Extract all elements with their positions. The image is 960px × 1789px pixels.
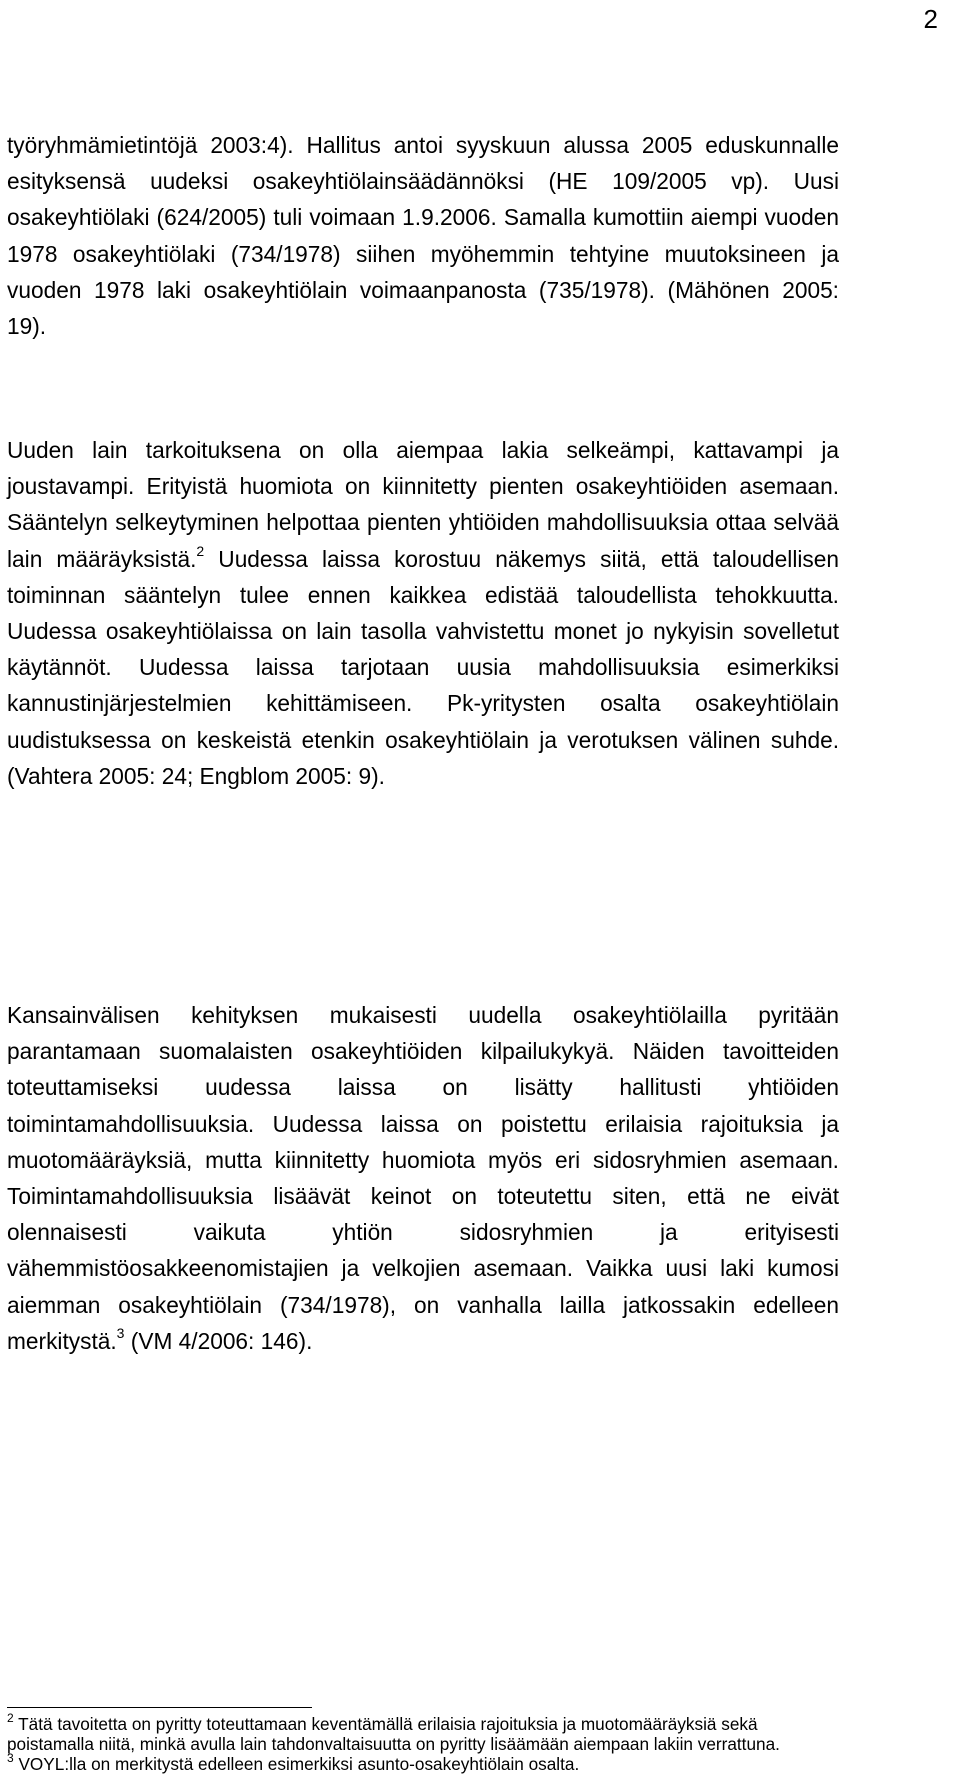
footnote-2-number: 2 <box>7 1711 14 1726</box>
paragraph-1-text: työryhmämietintöjä 2003:4). Hallitus antoi syyskuun alussa 2005 eduskunnalle esityksensä uudeksi osakeyhtiölainsäädännöksi (HE 109/2005 vp). Uusi osakeyhtiölaki (624/2005) tuli voimaan 1.9.2006. Samalla kumottiin aiempi vuoden 1978 osakeyhtiölaki (734/1978) siihen myöhemmin tehtyine muutoksineen ja vuoden 1978 laki osakeyhtiölain voimaanpanosta (735/1978). (Mähönen 2005: 19). <box>7 132 839 340</box>
footnote-3-number: 3 <box>7 1751 14 1766</box>
footnote-2 <box>7 1711 840 1754</box>
footnote-ref-2[interactable]: 2 <box>196 543 205 560</box>
paragraph-2-text-a: Uuden lain tarkoituksena on olla aiempaa lakia selkeämpi, kattavampi ja joustavampi. Erityistä huomiota on kiinnitetty pienten osakeyhtiöiden asemaan. Sääntelyn selkeytyminen helpottaa pienten yhtiöiden mahdollisuuksia ottaa selvää lain määräyksistä. <box>7 437 839 572</box>
paragraph-2 <box>7 432 839 794</box>
footnote-2-text: Tätä tavoitetta on pyritty toteuttamaan keventämällä erilaisia rajoituksia ja muotomääräyksiä sekä poistamalla niitä, minkä avulla lain tahdonvaltaisuutta on pyritty lisäämään aiempaan lakiin verrattuna. <box>7 1714 780 1754</box>
paragraph-2-text-b: Uudessa laissa korostuu näkemys siitä, että taloudellisen toiminnan sääntelyn tulee ennen kaikkea edistää taloudellista tehokkuutta. Uudessa osakeyhtiölaissa on lain tasolla vahvistettu monet jo nykyisin sovelletut käytännöt. Uudessa laissa tarjotaan uusia mahdollisuuksia esimerkiksi kannustinjärjestelmien kehittämiseen. Pk-yritysten osalta osakeyhtiölain uudistuksessa on keskeistä etenkin osakeyhtiölain ja verotuksen välinen suhde. (Vahtera 2005: 24; Engblom 2005: 9). <box>7 545 839 789</box>
paragraph-3-text-a: Kansainvälisen kehityksen mukaisesti uudella osakeyhtiölailla pyritään parantamaan suomalaisten osakeyhtiöiden kilpailukykyä. Näiden tavoitteiden toteuttamiseksi uudessa laissa on lisätty hallitusti yhtiöiden toimintamahdollisuuksia. Uudessa laissa on poistettu erilaisia rajoituksia ja muotomääräyksiä, mutta kiinnitetty huomiota myös eri sidosryhmien asemaan. Toimintamahdollisuuksia lisäävät keinot on toteutettu siten, että ne eivät olennaisesti vaikuta yhtiön sidosryhmien ja erityisesti vähemmistöosakkeenomistajien ja velkojien asemaan. Vaikka uusi laki kumosi aiemman osakeyhtiölain (734/1978), on vanhalla laillа jatkossakin edelleen merkitystä. <box>7 1002 839 1354</box>
page-number: 2 <box>923 4 938 34</box>
footnote-3-text: VOYL:lla on merkitystä edelleen esimerkiksi asunto-osakeyhtiölain osalta. <box>13 1754 580 1774</box>
paragraph-3 <box>7 997 839 1359</box>
footnote-3 <box>7 1751 840 1774</box>
footnotes-section <box>7 1711 840 1774</box>
footnote-ref-3[interactable]: 3 <box>116 1325 125 1342</box>
paragraph-3-text-b: (VM 4/2006: 146). <box>124 1327 313 1354</box>
footnote-divider <box>7 1707 312 1708</box>
paragraph-1 <box>7 127 839 344</box>
